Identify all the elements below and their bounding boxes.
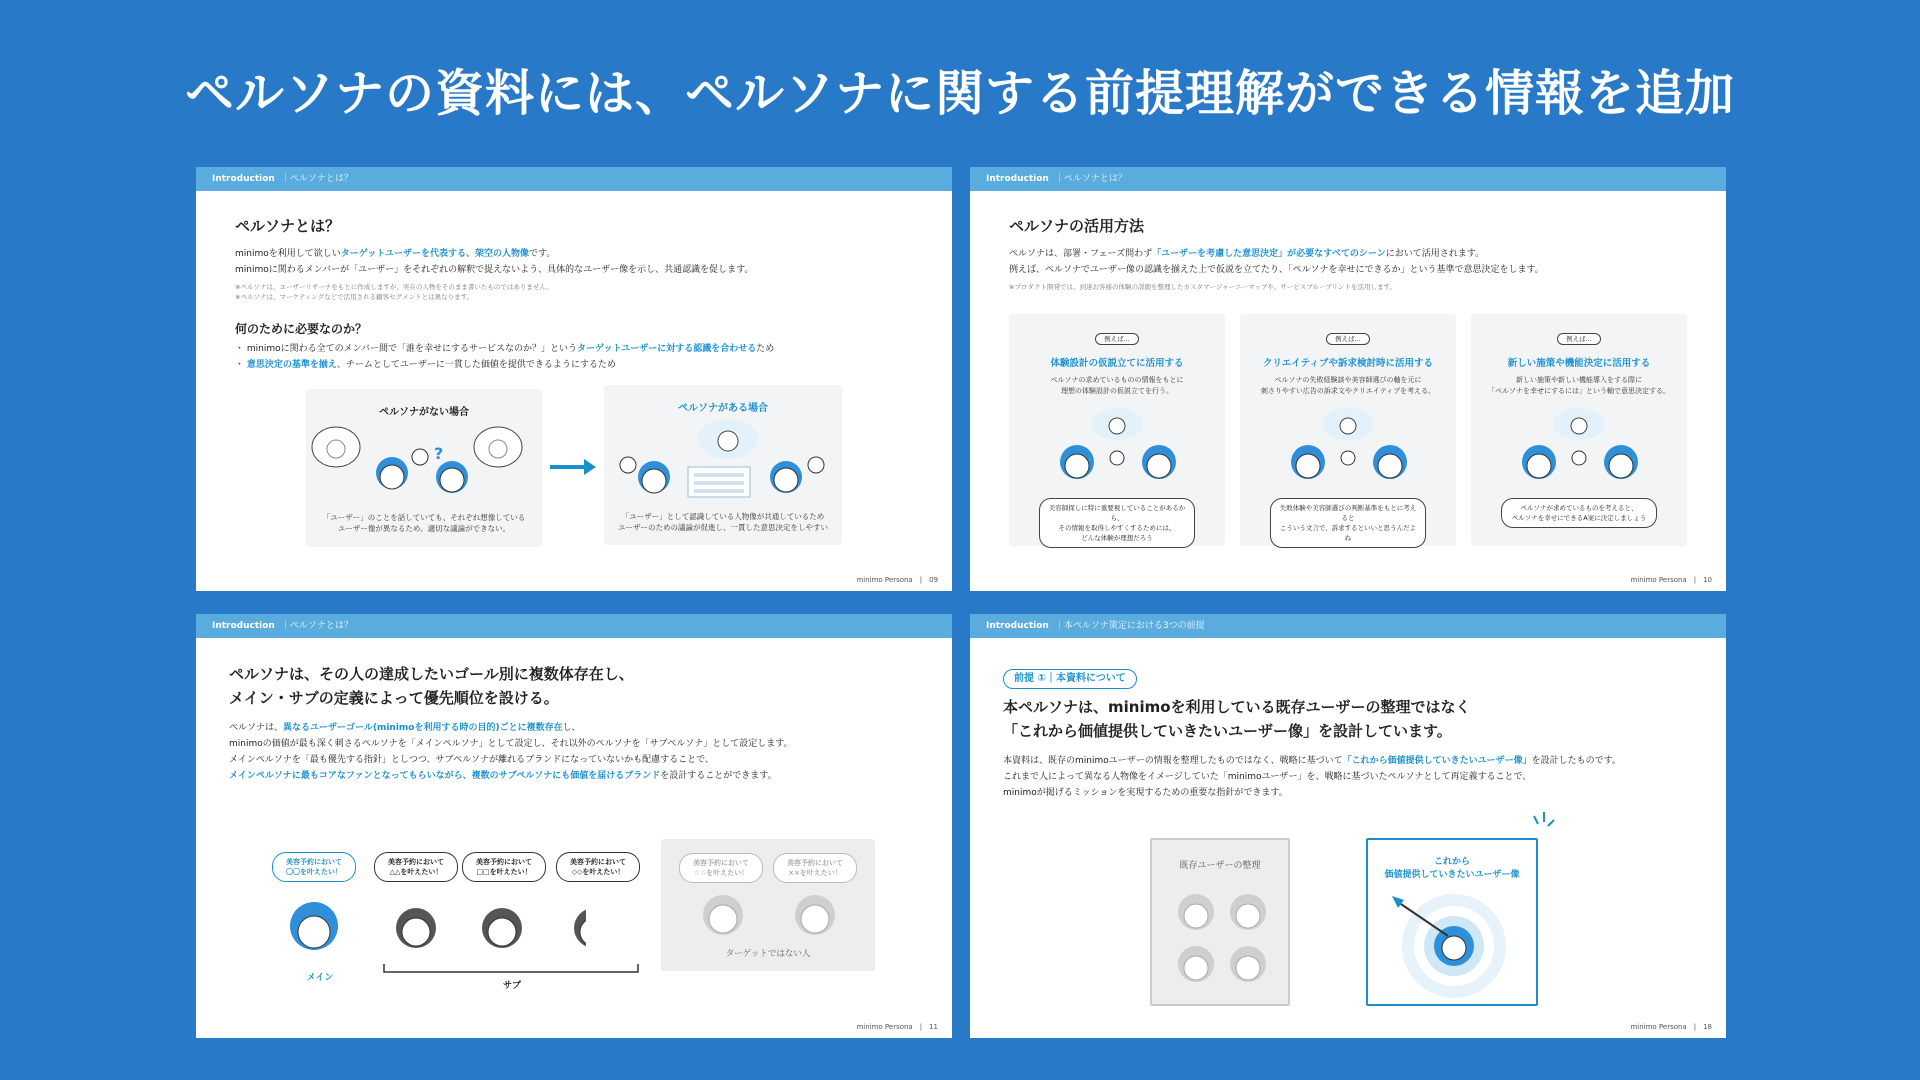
card-title: クリエイティブや訴求検討時に活用する — [1262, 358, 1434, 369]
body-line: minimoを利用して欲しいターゲットユーザーを代表する、架空の人物像です。 — [235, 249, 556, 259]
header-subsection: ｜ペルソナとは？ — [280, 174, 353, 184]
body-line: ペルソナは、異なるユーザーゴール(minimoを利用する時の目的)ごとに複数存在し、 — [229, 723, 581, 733]
subheading: 何のために必要なのか？ — [235, 322, 368, 336]
header-section: Introduction — [986, 174, 1049, 184]
card-desc: 理想の体験設計の仮説立てを行う。 — [1061, 387, 1173, 395]
note: ※ペルソナは、ユーザーリサーチをもとに作成しますが、実在の人物をそのまま書いたものではありません。 — [235, 283, 553, 291]
body-line: minimoが掲げるミッションを実現するための重要な指針ができます。 — [1003, 788, 1288, 798]
slide-header — [196, 614, 952, 638]
slide-footer: minimo Persona | 11 — [856, 1023, 938, 1031]
card-desc: ペルソナの求めているものの情報をもとに — [1050, 376, 1184, 384]
body-line: メインペルソナに最もコアなファンとなってもらいながら、複数のサブペルソナにも価値を届けるブランドを設計することができます。 — [229, 771, 777, 781]
team-illustration — [1240, 406, 1456, 486]
body-line: minimoに関わるメンバーが「ユーザー」をそれぞれの解釈で捉えないよう、具体的なユーザー像を示し、共通認識を促します。 — [235, 265, 754, 275]
sparkle-icon — [1530, 812, 1556, 838]
slide-heading: 本ペルソナは、minimoを利用している既存ユーザーの整理ではなく — [1003, 698, 1471, 716]
panel-with-persona — [604, 385, 842, 545]
team-illustration — [1009, 406, 1225, 486]
slide-persona-usage — [970, 167, 1726, 591]
panel-title: ペルソナがある場合 — [678, 403, 768, 414]
aligned-team-illustration — [604, 415, 842, 505]
body-line: 本資料は、既存のminimoユーザーの情報を整理したものではなく、戦略に基づいて「これから価値提供していきたいユーザー像」を設計したものです。 — [1003, 756, 1621, 766]
main-label: メイン — [306, 973, 334, 983]
header-section: Introduction — [986, 621, 1049, 631]
slide-footer: minimo Persona | 10 — [1630, 576, 1712, 584]
panel-without-persona — [306, 389, 542, 547]
panel-caption: ユーザー像が異なるため、適切な議論ができない。 — [337, 524, 511, 533]
page-title: ペルソナの資料には、ペルソナに関する前提理解ができる情報を追加 — [184, 65, 1735, 122]
non-target-panel — [661, 839, 875, 971]
speech-bubble: ペルソナが求めているものを考えると、 ペルソナを幸せにできるA案に決定しましょう — [1501, 498, 1657, 528]
svg-text:?: ? — [434, 444, 444, 463]
goal-bubble: 美容予約において △△を叶えたい！ — [374, 852, 458, 882]
bullet-item: ・ 意思決定の基準を揃え、チームとしてユーザーに一貫した価値を提供できるようにするため — [235, 360, 616, 370]
non-target-label: ターゲットではない人 — [725, 949, 811, 959]
card-desc: 新しい施策や新しい機能導入をする際に — [1516, 376, 1642, 384]
slide-heading: ペルソナの活用方法 — [1009, 217, 1145, 235]
example-pill: 例えば... — [1095, 333, 1139, 345]
note: ※ペルソナは、マーケティングなどで活用される顧客セグメントとは異なります。 — [235, 293, 474, 301]
existing-users-box — [1150, 838, 1290, 1006]
body-line: ペルソナは、部署・フェーズ問わず「ユーザーを考慮した意思決定」が必要なすべてのシーンにおいて活用されます。 — [1009, 249, 1485, 259]
non-target-faces-illustration — [661, 883, 875, 943]
arrow-right-icon — [550, 459, 598, 475]
speech-bubble: 失敗体験や美容師選びの判断基準をもとに考えると こういう文言で、訴求するといいと思うんだよね — [1270, 498, 1426, 548]
panel-caption: ユーザーのための議論が促進し、一貫した意思決定をしやすい — [618, 523, 828, 532]
slide-header — [196, 167, 952, 191]
target-icon — [1368, 884, 1540, 1004]
card-desc: 刺さりやすい広告の訴求文やクリエイティブを考える。 — [1260, 387, 1436, 395]
sub-bracket — [382, 962, 642, 976]
panel-caption: 「ユーザー」のことを話していても、それぞれ想像している — [322, 513, 526, 522]
goal-bubble-non-target: 美容予約において ☆☆を叶えたい！ — [679, 853, 763, 883]
card-desc: 「ペルソナを幸せにするには」という軸で意思決定する。 — [1488, 387, 1670, 395]
box-title: 既存ユーザーの整理 — [1179, 861, 1261, 871]
premise-tag: 前提 ①｜本資料について — [1003, 669, 1137, 689]
body-line: 例えば、ペルソナでユーザー像の認識を揃えた上で仮説を立てたり、「ペルソナを幸せにできるか」という基準で意思決定をします。 — [1009, 265, 1544, 275]
goal-bubble-non-target: 美容予約において ××を叶えたい！ — [773, 853, 857, 883]
slide-heading: 「これから価値提供していきたいユーザー像」を設計しています。 — [1003, 722, 1452, 740]
panel-title: ペルソナがない場合 — [379, 407, 469, 418]
slide-footer: minimo Persona | 09 — [856, 576, 938, 584]
header-subsection: ｜ペルソナとは？ — [280, 621, 353, 631]
usage-card — [1471, 314, 1687, 546]
slide-heading: メイン・サブの定義によって優先順位を設ける。 — [229, 689, 559, 707]
panel-caption: 「ユーザー」として認識している人物像が共通しているため — [621, 512, 825, 521]
body-line: メインペルソナを「最も優先する指針」としつつ、サブペルソナが離れるブランドになっていないかも配慮することで、 — [229, 755, 714, 765]
team-illustration — [1471, 406, 1687, 486]
existing-users-faces — [1152, 884, 1292, 994]
slide-footer: minimo Persona | 18 — [1630, 1023, 1712, 1031]
slide-premise — [970, 614, 1726, 1038]
slide-header — [970, 167, 1726, 191]
slide-header — [970, 614, 1726, 638]
bullet-item: ・ minimoに関わる全てのメンバー間で「誰を幸せにするサービスなのか？」というターゲットユーザーに対する認識を合わせるため — [235, 344, 775, 354]
slide-heading: ペルソナは、その人の達成したいゴール別に複数体存在し、 — [229, 665, 634, 683]
example-pill: 例えば... — [1557, 333, 1601, 345]
body-line: minimoの価値が最も深く刺さるペルソナを「メインペルソナ」として設定し、それ以外のペルソナを「サブペルソナ」として設定します。 — [229, 739, 793, 749]
goal-bubble: 美容予約において ◇◇を叶えたい！ — [556, 852, 640, 882]
body-line: これまで人によって異なる人物像をイメージしていた「minimoユーザー」を、戦略に基づいたペルソナとして再定義することで、 — [1003, 772, 1532, 782]
usage-card — [1240, 314, 1456, 546]
box-title: 価値提供していきたいユーザー像 — [1384, 870, 1520, 880]
header-section: Introduction — [212, 621, 275, 631]
slide-persona-definition — [196, 167, 952, 591]
goal-bubble-main: 美容予約において 〇〇を叶えたい！ — [272, 852, 356, 882]
card-title: 新しい施策や機能決定に活用する — [1507, 358, 1651, 369]
target-persona-box — [1366, 838, 1538, 1006]
box-title: これから — [1433, 857, 1470, 867]
slide-main-sub-persona — [196, 614, 952, 1038]
header-subsection: ｜ペルソナとは？ — [1054, 174, 1127, 184]
header-subsection: ｜本ペルソナ策定における3つの前提 — [1054, 621, 1205, 631]
example-pill: 例えば... — [1326, 333, 1370, 345]
goal-bubble: 美容予約において □□を叶えたい！ — [462, 852, 546, 882]
card-desc: ペルソナの失敗経験談や美容師選びの軸を元に — [1274, 376, 1422, 384]
slide-heading: ペルソナとは？ — [235, 217, 341, 235]
confused-team-illustration — [306, 419, 542, 499]
card-title: 体験設計の仮説立てに活用する — [1050, 358, 1184, 369]
note: ※プロダクト開発では、到達お客様の体験の詳細を整理したカスタマージャーニーマップや、サービスブループリントを活用します。 — [1009, 283, 1396, 291]
header-section: Introduction — [212, 174, 275, 184]
usage-card — [1009, 314, 1225, 546]
sub-label: サブ — [502, 981, 521, 991]
speech-bubble: 美容師探しに特に重要視していることがあるから、 その情報を取得しやすくするためには、 どんな体験が理想だろう — [1039, 498, 1195, 548]
